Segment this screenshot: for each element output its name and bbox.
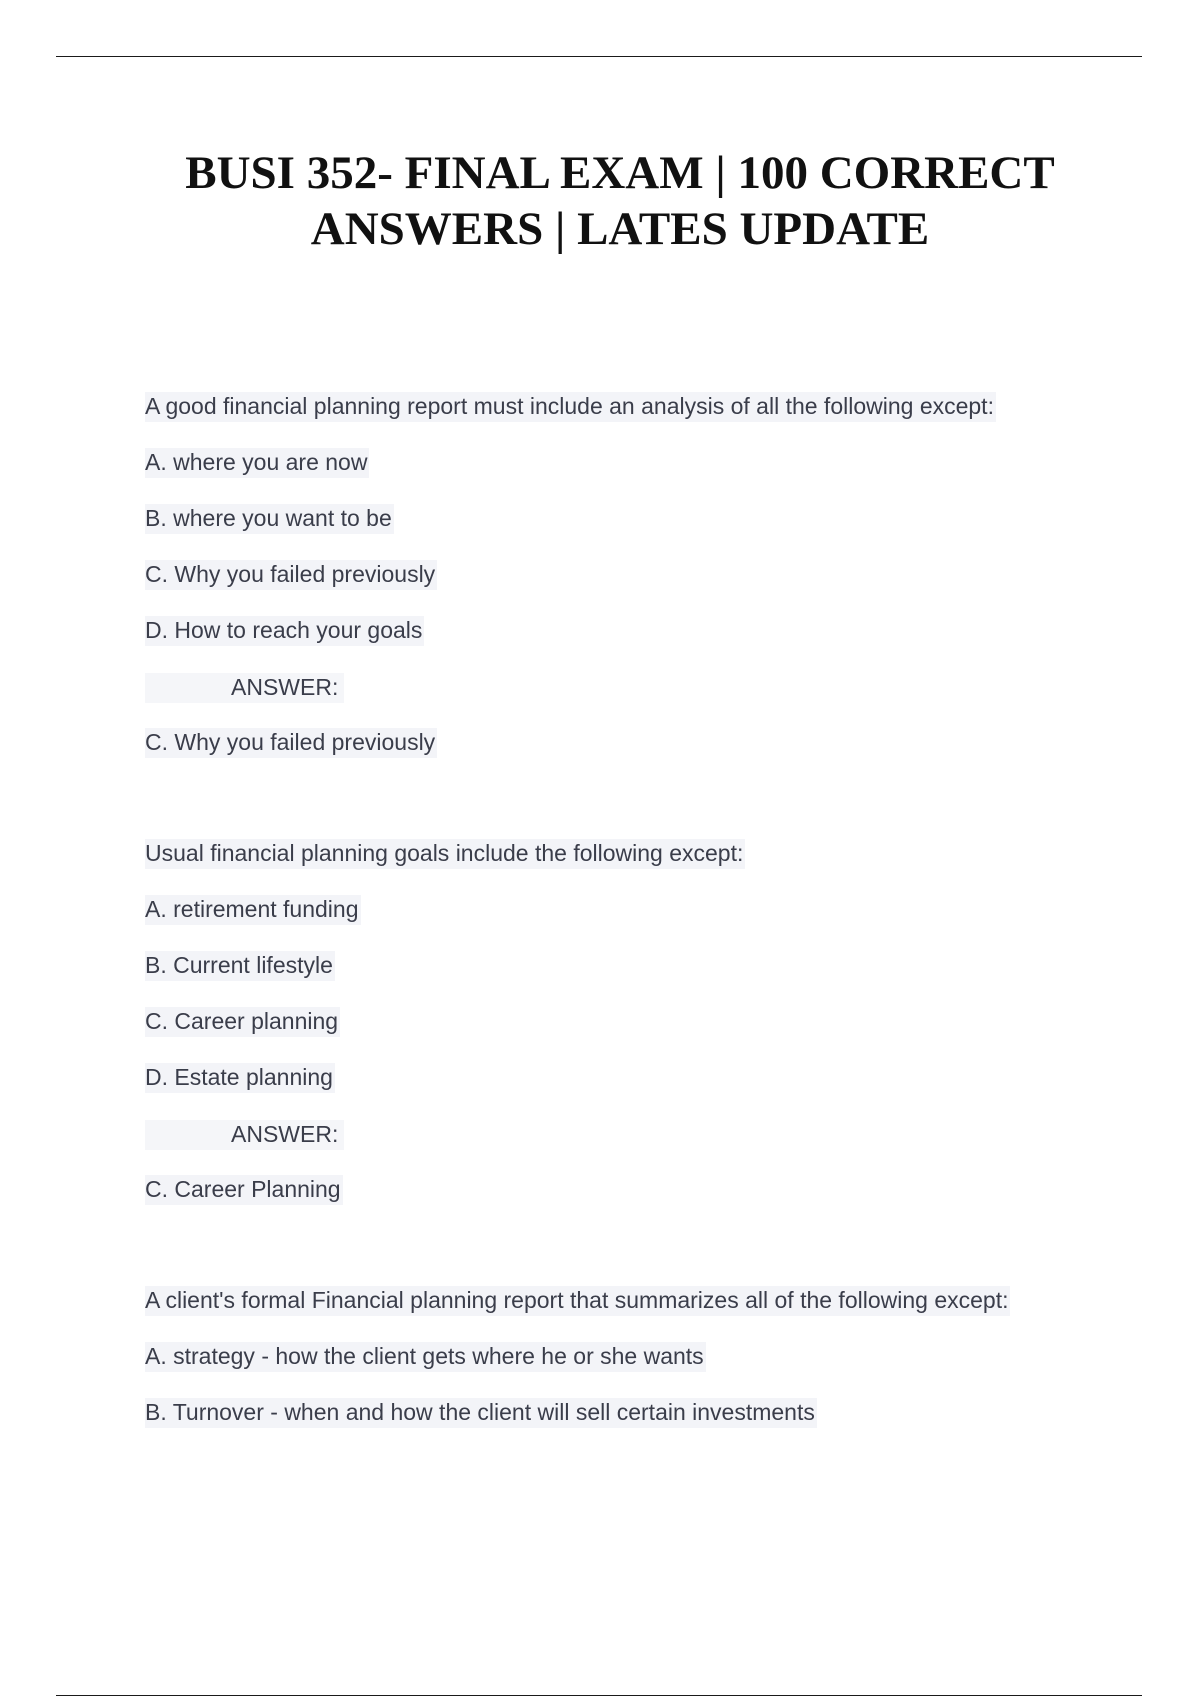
answer-option: A. retirement funding [145,896,1105,952]
answer-option: D. How to reach your goals [145,617,1105,673]
answer-option: C. Career planning [145,1008,1105,1064]
answer-option: B. Current lifestyle [145,952,1105,1008]
question-2 [145,840,1105,1232]
answer-option: A. where you are now [145,449,1105,505]
answer-label: ANSWER: [145,673,1105,729]
question-prompt: A good financial planning report must include an analysis of all the following except: [145,393,1105,449]
answer-option: A. strategy - how the client gets where he or she wants [145,1343,1105,1399]
question-prompt: A client's formal Financial planning report that summarizes all of the following except: [145,1287,1105,1343]
document-title: BUSI 352- FINAL EXAM | 100 CORRECT ANSWERS | LATES UPDATE [185,147,1055,255]
answer-label: ANSWER: [145,1120,1105,1176]
answer-option: D. Estate planning [145,1064,1105,1120]
question-prompt: Usual financial planning goals include the following except: [145,840,1105,896]
correct-answer: C. Why you failed previously [145,729,1105,785]
question-1 [145,393,1105,785]
answer-option: B. Turnover - when and how the client will sell certain investments [145,1399,1105,1455]
question-3 [145,1287,1105,1455]
top-rule [56,56,1142,57]
bottom-rule [56,1695,1142,1696]
answer-option: C. Why you failed previously [145,561,1105,617]
correct-answer: C. Career Planning [145,1176,1105,1232]
question-list [145,393,1105,1510]
answer-option: B. where you want to be [145,505,1105,561]
